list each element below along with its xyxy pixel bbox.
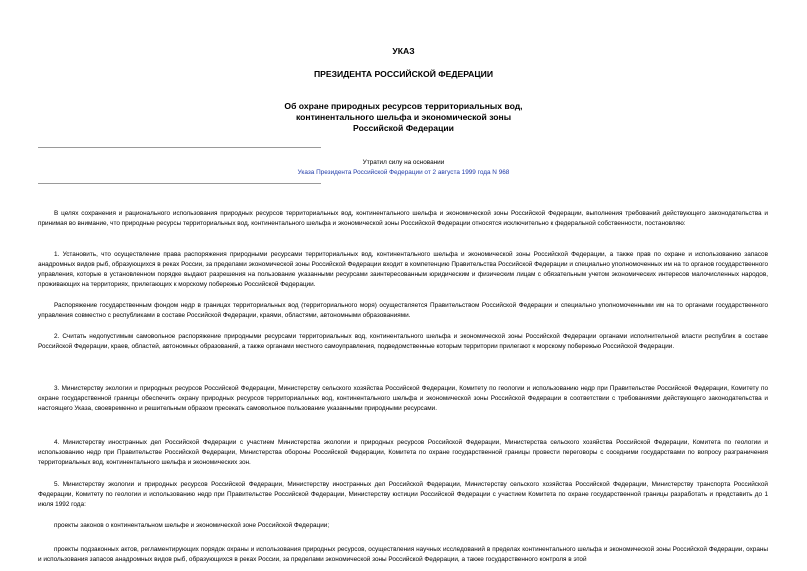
title-line-1: Об охране природных ресурсов территориальных вод, [284, 101, 523, 111]
paragraph-2: 2. Считать недопустимым самовольное распоряжение природными ресурсами территориальных вод, континентального шельфа и экономической зоны Российской Федерации органами исполнительной власти республик в составе Российской Федерации, краев, областей, автономных образований, а также органами местного самоуправления, подведомственные которым территории прилегают к морскому побережью Российской Федерации. [38, 333, 768, 350]
paragraph-5-item-1: проекты законов о континентальном шельфе и экономической зоне Российской Федерации; [54, 522, 330, 529]
title-line-2: континентального шельфа и экономической зоны [295, 112, 512, 122]
title-line-3: Российской Федерации [353, 123, 454, 133]
paragraph-5-item-2: проекты подзаконных актов, регламентирующих порядок охраны и использования природных ресурсов, осуществления научных исследований в пределах континентального шельфа и экономической зоны Российской Федерации, охраны и использования запасов анадромных видов рыб, образующихся в реках России, за пределами экономической зоны Российской Федерации, а также государственного контроля в этой [38, 546, 768, 563]
repeal-decree-link[interactable]: Указа Президента Российской Федерации от 2 августа 1999 года N 968 [297, 169, 510, 176]
top-divider [38, 147, 321, 148]
status-label: Утратил силу на основании [362, 159, 445, 166]
president-heading: ПРЕЗИДЕНТА РОССИЙСКОЙ ФЕДЕРАЦИИ [313, 69, 494, 79]
preamble-paragraph: В целях сохранения и рационального использования природных ресурсов территориальных вод, континентального шельфа и экономической зоны Российской Федерации, выполнения требований действующего законодательства и принимая во внимание, что природные ресурсы территориальных вод, континентального шельфа и экономической зоны Российской Федерации относятся исключительно к федеральной собственности, постановляю: [38, 210, 768, 227]
paragraph-3: 3. Министерству экологии и природных ресурсов Российской Федерации, Министерству сельского хозяйства Российской Федерации, Комитету по геологии и использованию недр при Правительстве Российской Федерации, Комитету по охране государственной границы обеспечить охрану природных ресурсов территориальных вод, континентального шельфа и экономической зоны Российской Федерации в соответствии с требованиями действующего законодательства и настоящего Указа, своевременно и решительным образом пресекать самовольное пользование указанными природными ресурсами. [38, 385, 768, 412]
bottom-divider [38, 183, 321, 184]
paragraph-1: 1. Установить, что осуществление права распоряжения природными ресурсами территориальных вод, континентального шельфа и экономической зоны Российской Федерации, а также прав по охране и использованию запасов анадромных видов рыб, образующихся в реках России, за пределами экономической зоны Российской Федерации входит в компетенцию Правительства Российской Федерации и специально уполномоченных им на то органов государственного управления, которые в установленном порядке выдают разрешения на пользование указанными ресурсами заинтересованным юридическим и физическим лицам с обязательным учетом экономических интересов малочисленных народов, проживающих на территориях, прилегающих к морскому побережью Российской Федерации. [38, 251, 768, 288]
decree-heading: УКАЗ [392, 46, 415, 56]
paragraph-1-continued: Распоряжение государственным фондом недр в границах территориальных вод (территориального моря) осуществляется Правительством Российской Федерации и специально уполномоченными им на то органами государственного управления совместно с республиками в составе Российской Федерации, краями, областями, автономными образованиями. [38, 302, 768, 319]
status-note [0, 158, 807, 178]
paragraph-5: 5. Министерству экологии и природных ресурсов Российской Федерации, Министерству иностранных дел Российской Федерации, Министерству сельского хозяйства Российской Федерации, Министерству транспорта Российской Федерации, Комитету по геологии и использованию недр при Правительстве Российской Федерации, Министерству юстиции Российской Федерации с участием Комитета по охране государственной границы разработать и представить до 1 июля 1992 года: [38, 481, 768, 508]
paragraph-4: 4. Министерству иностранных дел Российской Федерации с участием Министерства экологии и природных ресурсов Российской Федерации, Министерства сельского хозяйства Российской Федерации, Комитета по геологии и использованию недр при Правительстве Российской Федерации, Министерства обороны Российской Федерации, Комитета по охране государственной границы провести переговоры с соседними государствами по вопросу разграничения территориальных вод, континентального шельфа и экономических зон. [38, 439, 768, 466]
document-title [0, 101, 807, 134]
